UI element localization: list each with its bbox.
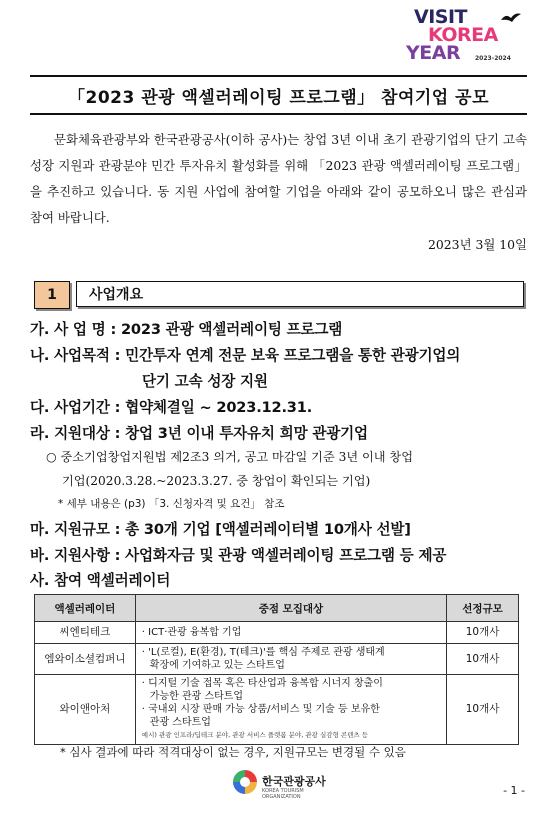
header-targets: 중점 모집대상 <box>135 595 446 622</box>
table-row <box>35 644 519 675</box>
accelerator-name: 씨엔티테크 <box>35 622 136 644</box>
document-title: 「2023 관광 액셀러레이팅 프로그램」 참여기업 공모 <box>67 88 489 108</box>
target-line: 관광 스타트업 <box>149 717 211 728</box>
page-number: - 1 - <box>503 784 525 797</box>
target-description <box>135 675 446 745</box>
selection-scale: 10개사 <box>447 622 519 644</box>
org-eng-name: KOREA TOURISM ORGANIZATION <box>262 788 304 800</box>
target-line: 가능한 관광 스타트업 <box>149 691 244 702</box>
table-header-row <box>35 595 519 622</box>
section-number: 1 <box>34 281 70 309</box>
bird-icon <box>500 11 522 25</box>
item-purpose-line2: 단기 고속 성장 지원 <box>142 373 268 390</box>
org-name: 한국관광공사 <box>262 775 326 788</box>
selection-scale: 10개사 <box>447 675 519 745</box>
target-line: · 국내외 시장 판매 가능 상품/서비스 및 기술 등 보유한 <box>141 704 380 715</box>
target-detail-line2: 기업(2020.3.28.~2023.3.27. 중 창업이 확인되는 기업) <box>62 474 371 488</box>
document-title-bar <box>30 75 527 115</box>
header-scale: 선정규모 <box>447 595 519 622</box>
logo-line1: VISIT <box>414 6 467 28</box>
item-scale: 마. 지원규모 : 총 30개 기업 [액셀러레이터별 10개사 선발] <box>30 521 411 538</box>
target-description <box>135 622 446 644</box>
item-project-name: 가. 사 업 명 : 2023 관광 액셀러레이팅 프로그램 <box>30 321 343 338</box>
kto-logo <box>232 767 342 801</box>
table-row <box>35 622 519 644</box>
target-line: · 디지털 기술 접목 혹은 타산업과 융복합 시너지 창출이 <box>141 678 383 689</box>
logo-line3: YEAR <box>406 42 461 64</box>
accelerator-table <box>34 594 519 745</box>
table-row <box>35 675 519 745</box>
item-accelerators: 사. 참여 액셀러레이터 <box>30 572 171 589</box>
accelerator-name: 엠와이소셜컴퍼니 <box>35 644 136 675</box>
target-detail-line1: ○ 중소기업창업지원법 제2조3 의거, 공고 마감일 기준 3년 이내 창업 <box>46 450 413 464</box>
announcement-date: 2023년 3월 10일 <box>428 237 527 252</box>
item-period: 다. 사업기간 : 협약체결일 ~ 2023.12.31. <box>30 399 313 416</box>
target-line: · 'L(로컬), E(환경), T(테크)'를 핵심 주제로 관광 생태계 <box>141 647 385 658</box>
item-purpose-line1: 나. 사업목적 : 민간투자 연계 전문 보육 프로그램을 통한 관광기업의 <box>30 347 461 364</box>
target-line: · ICT·관광 융복합 기업 <box>141 627 242 638</box>
section-header <box>34 281 525 309</box>
target-description <box>135 644 446 675</box>
section-label: 사업개요 <box>76 281 524 307</box>
target-example: 예시) 관광 인프라/딥테크 분야, 관광 서비스 플랫폼 분야, 관광 실감형 콘텐츠 등 <box>141 731 369 739</box>
footnote: * 심사 결과에 따라 적격대상이 없는 경우, 지원규모는 변경될 수 있음 <box>60 745 406 759</box>
item-support: 바. 지원사항 : 사업화자금 및 관광 액셀러레이팅 프로그램 등 제공 <box>30 547 447 564</box>
selection-scale: 10개사 <box>447 644 519 675</box>
logo-line2: KOREA <box>428 24 498 46</box>
intro-text: 문화체육관광부와 한국관광공사(이하 공사)는 창업 3년 이내 초기 관광기업의 단기 고속 성장 지원과 관광분야 민간 투자유치 활성화를 위해 「2023 관광 액셀러레이팅 프로그램」을 추진하고 있습니다. 동 지원 사업에 참여할 기업을 아래와 같이 공모하오니 많은 관심과 참여 바랍니다. <box>30 132 527 225</box>
item-target: 라. 지원대상 : 창업 3년 이내 투자유치 희망 관광기업 <box>30 425 368 442</box>
intro-paragraph <box>30 127 527 231</box>
visit-korea-year-logo <box>402 8 532 66</box>
target-note: * 세부 내용은 (p3) 「3. 신청자격 및 요건」 참조 <box>58 498 285 510</box>
kto-emblem-icon <box>232 769 258 795</box>
header-accelerator: 액셀러레이터 <box>35 595 136 622</box>
target-line: 확장에 기여하고 있는 스타트업 <box>149 660 285 671</box>
logo-years: 2023-2024 <box>475 55 511 62</box>
accelerator-name: 와이앤아처 <box>35 675 136 745</box>
